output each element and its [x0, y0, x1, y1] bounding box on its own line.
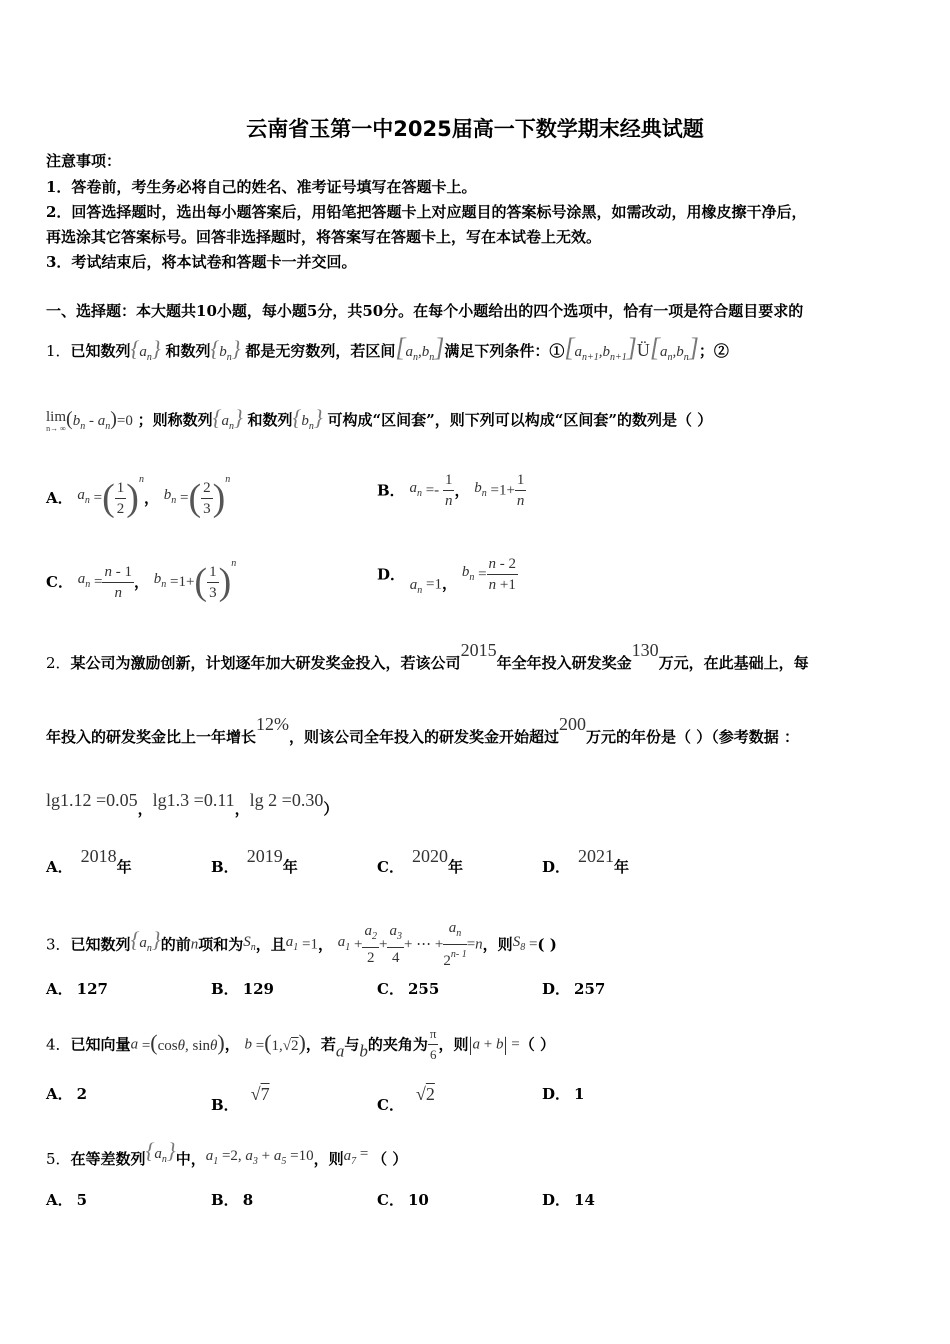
- question-1-line-2: lim n→ ∞ $(b_n - a_n)=0$ ；则称数列$\{a_n\}$ 和数列$\{b_n\}$ 可构成“区间套”，则下列可以构成“区间套”的数列是（ ）: [46, 405, 713, 433]
- option-d: D． 1: [542, 1085, 585, 1103]
- option-c: C．2020年: [377, 846, 463, 876]
- option-d: D． 14: [542, 1191, 595, 1209]
- question-2-line-2: 年投入的研发奖金比上一年增长12%，则该公司全年投入的研发奖金开始超过200万元的年份是（ ）（参考数据 ：: [46, 714, 799, 746]
- notice-item: 再选涂其它答案标号。回答非选择题时，将答案写在答题卡上，写在本试卷上无效。: [46, 228, 602, 246]
- option-d: D． $a_n =1$， $b_n$ = $\frac{n - 2}{n +1}$: [377, 556, 517, 596]
- notice-item: 2．回答选择题时，选出每小题答案后，用铅笔把答题卡上对应题目的答案标号涂黑，如需改动，用橡皮擦干净后，: [46, 203, 807, 221]
- option-d: D．2021年: [542, 846, 630, 876]
- notice-item: 3．考试结束后，将本试卷和答题卡一并交回。: [46, 253, 357, 271]
- question-2-line-1: 2．某公司为激励创新，计划逐年加大研发奖金投入，若该公司2015年全年投入研发奖金130万元，在此基础上，每: [46, 640, 809, 672]
- question-2-reference: lg1.12 =0.05，lg1.3 =0.11，lg 2 =0.30）: [46, 790, 339, 818]
- option-b: B．√7: [211, 1084, 270, 1114]
- option-c: C． 10: [377, 1191, 429, 1209]
- option-a: A． 127: [46, 980, 108, 998]
- notice-heading: 注意事项：: [46, 152, 122, 170]
- notice-item: 1．答卷前，考生务必将自己的姓名、准考证号填写在答题卡上。: [46, 178, 477, 196]
- question-1-line-1: 1．已知数列$\{a_n\}$ 和数列$\{b_n\}$ 都是无穷数列，若区间$[a_n,b_n]$满足下列条件：$①[a_{n+1},b_{n+1}]Ü[a_n,b_n]$；②: [46, 333, 729, 363]
- section-heading: 一、选择题：本大题共10小题，每小题5分，共50分。在每个小题给出的四个选项中，恰有一项是符合题目要求的: [46, 302, 804, 320]
- option-a: A． $a_n$ =( $\frac{1}{2}$ )$^n$， $b_n$ =( $\frac{2}{3}$ )$^n$: [46, 474, 231, 519]
- option-c: C． 255: [377, 980, 440, 998]
- question-5: 5．在等差数列$\{a_n\}$中，$a_1 =2$, $a_3 + a_5 =10$，则$a_7$ = （ ）: [46, 1138, 408, 1168]
- option-d: D． 257: [542, 980, 606, 998]
- option-c: C．√2: [377, 1084, 435, 1114]
- question-3: 3．已知数列$\{a_n\}$的前n项和为$S_n$，且$a_1 =1$， $a_1$ + $\frac{a_2}{2}$ + $\frac{a_3}{4}$ + ⋯ + $\frac{a_n}{2^{n- 1}}$ =n，则$S_8$ =( ): [46, 920, 557, 969]
- question-4: 4．已知向量a =(cosθ, sinθ)， b =(1,√2)，若a与b的夹角为 $\frac{\pi}{6}$ ，则|a + b| =（ ）: [46, 1026, 555, 1062]
- option-a: A． 2: [46, 1085, 88, 1103]
- option-c: C． $a_n$ = $\frac{n - 1}{n}$ ， $b_n =1+$( $\frac{1}{3}$ )$^n$: [46, 558, 237, 603]
- option-b: B．2019年: [211, 846, 298, 876]
- option-a: A． 5: [46, 1191, 88, 1209]
- page-title: 云南省玉第一中2025届高一下数学期末经典试题: [246, 117, 704, 141]
- option-b: B． $a_n$ =- $\frac{1}{n}$ ， $b_n =1+$ $\frac{1}{n}$: [377, 472, 525, 509]
- option-b: B． 8: [211, 1191, 254, 1209]
- option-a: A．2018年: [46, 846, 132, 876]
- option-b: B． 129: [211, 980, 274, 998]
